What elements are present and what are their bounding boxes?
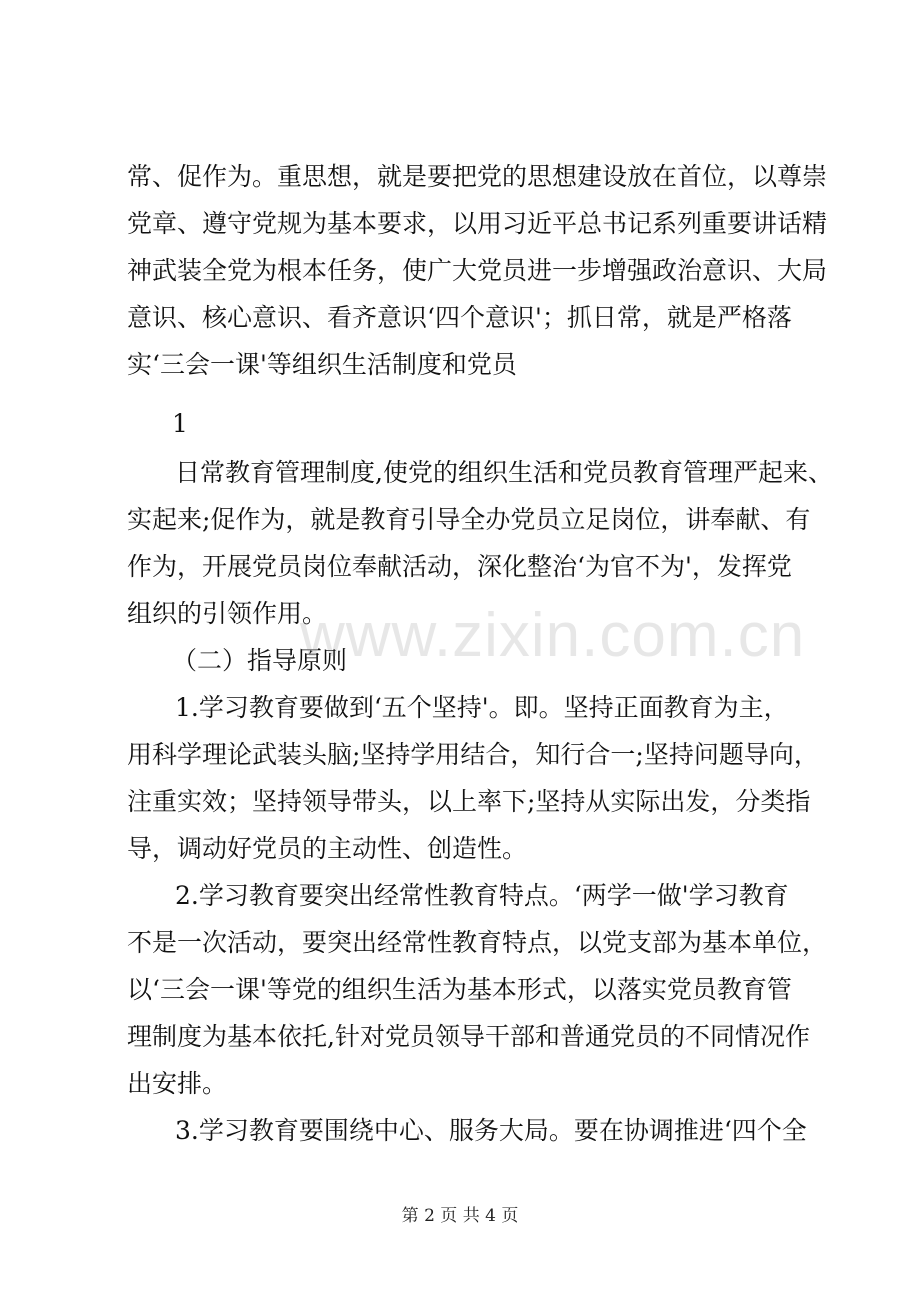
text-line: 实起来;促作为，就是教育引导全办党员立足岗位，讲奉献、有 bbox=[127, 505, 811, 534]
text-line: 意识、核心意识、看齐意识‘四个意识'；抓日常，就是严格落 bbox=[127, 303, 792, 332]
text-line: 1.学习教育要做到‘五个坚持'。即。坚持正面教育为主， bbox=[175, 693, 789, 722]
text-line: 2.学习教育要突出经常性教育特点。‘两学一做'学习教育 bbox=[175, 881, 789, 910]
text-line: 出安排。 bbox=[127, 1069, 228, 1098]
text-line: 用科学理论武装头脑;坚持学用结合，知行合一;坚持问题导向， bbox=[127, 740, 819, 769]
text-line: 神武装全党为根本任务，使广大党员进一步增强政治意识、大局 bbox=[127, 256, 828, 285]
page-footer: 第 2 页 共 4 页 bbox=[401, 1206, 519, 1226]
text-line: 常、促作为。重思想，就是要把党的思想建设放在首位，以尊崇 bbox=[127, 162, 828, 191]
text-line: 以‘三会一课'等党的组织生活为基本形式，以落实党员教育管 bbox=[127, 975, 792, 1004]
text-line: 导，调动好党员的主动性、创造性。 bbox=[127, 834, 528, 863]
section-heading: （二）指导原则 bbox=[172, 646, 348, 675]
text-line: 不是一次活动，要突出经常性教育特点，以党支部为基本单位， bbox=[127, 928, 828, 957]
watermark: www.zixin.com.cn bbox=[300, 601, 806, 670]
text-line: 3.学习教育要围绕中心、服务大局。要在协调推进‘四个全 bbox=[175, 1116, 807, 1145]
text-line: 实‘三会一课'等组织生活制度和党员 bbox=[127, 350, 517, 379]
text-line: 理制度为基本依托,针对党员领导干部和普通党员的不同情况作 bbox=[127, 1022, 810, 1051]
text-line: 组织的引领作用。 bbox=[127, 599, 328, 628]
page-number-inline: 1 bbox=[172, 409, 188, 438]
text-line: 注重实效；坚持领导带头，以上率下;坚持从实际出发，分类指 bbox=[127, 787, 811, 816]
text-line: 作为，开展党员岗位奉献活动，深化整治‘为官不为'，发挥党 bbox=[127, 552, 792, 581]
text-line: 党章、遵守党规为基本要求，以用习近平总书记系列重要讲话精 bbox=[127, 209, 828, 238]
text-line: 日常教育管理制度,使党的组织生活和党员教育管理严起来、 bbox=[175, 458, 833, 487]
